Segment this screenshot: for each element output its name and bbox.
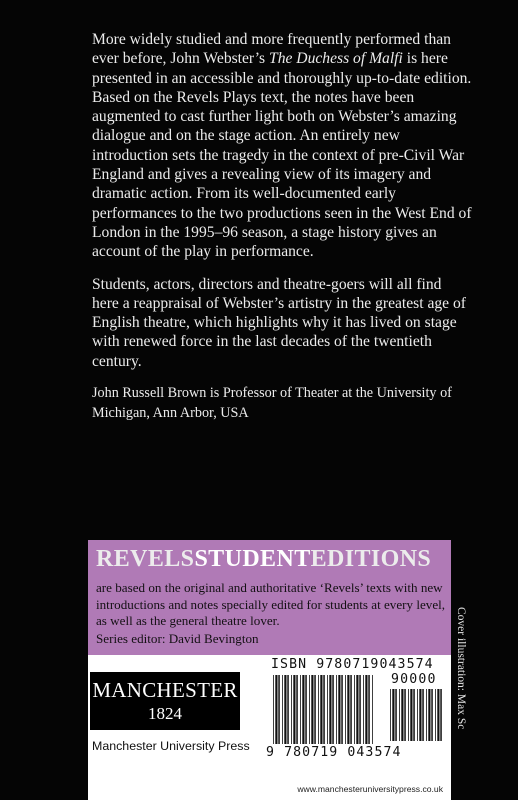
- barcode-bar: [323, 675, 325, 744]
- barcode-bar: [273, 675, 274, 744]
- barcode-bar: [368, 675, 370, 744]
- play-title: The Duchess of Malfi: [269, 50, 403, 68]
- isbn-label: ISBN 9780719043574: [271, 657, 434, 672]
- barcode-bar: [320, 675, 322, 744]
- blurb-paragraph-1: [92, 30, 472, 262]
- publisher-logo: [90, 672, 240, 730]
- barcode-bar: [350, 675, 352, 744]
- barcode-bar: [422, 689, 424, 741]
- barcode-bar: [359, 675, 361, 744]
- barcode-bar: [419, 689, 421, 741]
- series-title: [96, 546, 431, 573]
- barcode-bar: [408, 689, 409, 741]
- barcode-bar: [338, 675, 340, 744]
- blurb-paragraph-2: Students, actors, directors and theatre-goers will all find here a reappraisal of Webster’s artistry in the greatest age of English theatre, which highlights why it has lived on stage with renewed force in the last decades of the twentieth century.: [92, 275, 466, 370]
- barcode-bar: [345, 675, 346, 744]
- barcode-bar: [404, 689, 406, 741]
- barcode-bar: [302, 675, 304, 744]
- barcode-bar: [329, 675, 331, 744]
- barcode-bar: [435, 689, 436, 741]
- barcode-bar: [437, 689, 439, 741]
- barcode-bar: [296, 675, 298, 744]
- barcode-bar: [293, 675, 295, 744]
- addon-code: 90000: [391, 672, 437, 687]
- series-title-student: STUDENT: [194, 546, 311, 572]
- barcode-bar: [363, 675, 364, 744]
- barcode-bar: [314, 675, 316, 744]
- barcode-bar: [399, 689, 400, 741]
- barcode-bar: [356, 675, 358, 744]
- publisher-website: www.manchesteruniversitypress.co.uk: [297, 784, 443, 794]
- barcode-bar: [291, 675, 292, 744]
- barcode-bar: [282, 675, 283, 744]
- cover-credit: Cover illustration: Max Sc: [455, 607, 467, 730]
- series-title-revels: REVELS: [96, 546, 195, 572]
- publisher-barcode-area: [88, 655, 451, 800]
- barcode-bar: [275, 675, 277, 744]
- barcode-bar: [309, 675, 310, 744]
- barcode-bar: [332, 675, 334, 744]
- barcode-bar: [318, 675, 319, 744]
- barcode-bar: [428, 689, 430, 741]
- blurb-p1-part1: More widely studied and more frequently performed than ever before, John Webster’s: [92, 31, 451, 68]
- series-editor: Series editor: David Bevington: [96, 631, 259, 646]
- press-name: Manchester University Press: [92, 739, 250, 753]
- barcode-bar: [354, 675, 355, 744]
- barcode-bar: [395, 689, 397, 741]
- barcode-bar: [284, 675, 286, 744]
- barcode-bar: [287, 675, 289, 744]
- barcode-bar: [426, 689, 427, 741]
- barcode-digits: 9 780719 043574: [266, 745, 402, 760]
- barcode-bar: [347, 675, 349, 744]
- barcode-bar: [413, 689, 415, 741]
- series-title-editions: EDITIONS: [310, 546, 432, 572]
- barcode-bar: [278, 675, 280, 744]
- blurb-p1-part2: is here presented in an accessible and thoroughly up-to-date edition. Based on the Revels Plays text, the notes have been augmented to cast further light both on Webster’s amazing dialogue and on the stage action. An entirely new introduction sets the tragedy in the context of pre-Civil War England and gives a revealing view of its imagery and dramatic action. From its well-documented early performances to the two productions seen in the West End of London in the 1995–96 season, a stage history gives an account of the play in performance.: [92, 50, 472, 261]
- barcode-bar: [372, 675, 373, 744]
- barcode-bar: [392, 689, 394, 741]
- barcode-bar: [365, 675, 367, 744]
- logo-year: 1824: [148, 704, 182, 723]
- barcode-bar: [336, 675, 337, 744]
- right-strip: [468, 540, 518, 800]
- barcode-bar: [410, 689, 412, 741]
- barcode-bar: [327, 675, 328, 744]
- barcode-bar: [305, 675, 307, 744]
- barcode-bar: [401, 689, 403, 741]
- barcode-bar: [390, 689, 391, 741]
- barcode-bar: [417, 689, 418, 741]
- addon-barcode-icon: [390, 689, 443, 741]
- barcode-bar: [300, 675, 301, 744]
- barcode-icon: [273, 675, 373, 744]
- blurb: [92, 30, 472, 384]
- barcode-bar: [341, 675, 343, 744]
- logo-name: MANCHESTER: [92, 678, 238, 702]
- barcode-bar: [431, 689, 433, 741]
- series-panel: [88, 540, 451, 655]
- barcode-bar: [311, 675, 313, 744]
- author-bio: John Russell Brown is Professor of Theater at the University of Michigan, Ann Arbor, USA: [92, 385, 452, 421]
- series-description: are based on the original and authoritative ‘Revels’ texts with new introductions and notes specially edited for students at every level, as well as the general theatre lover.: [96, 580, 446, 628]
- barcode-bar: [440, 689, 442, 741]
